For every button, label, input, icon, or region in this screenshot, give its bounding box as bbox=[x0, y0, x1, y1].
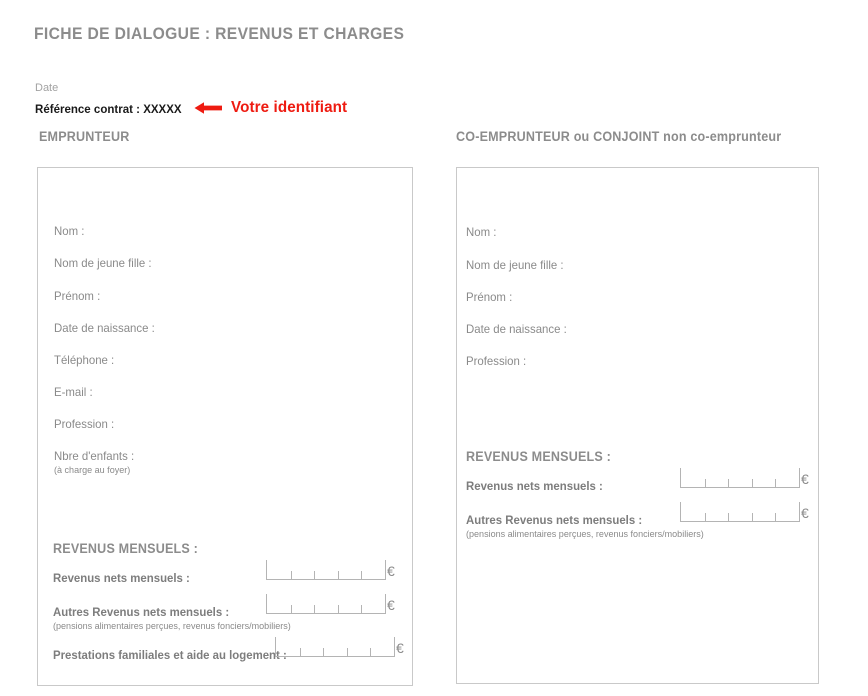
comb-cell[interactable] bbox=[705, 468, 729, 487]
co-field-label-nom-jeune-fille: Nom de jeune fille : bbox=[466, 258, 564, 272]
coborrower-panel bbox=[456, 167, 819, 684]
column-heading-coborrower: CO-EMPRUNTEUR ou CONJOINT non co-emprunteur bbox=[456, 129, 782, 144]
comb-cell[interactable] bbox=[300, 637, 324, 656]
income-label-prestations-familiales: Prestations familiales et aide au logement : bbox=[53, 648, 287, 662]
co-income-field-autres-revenus[interactable] bbox=[680, 502, 809, 522]
income-field-revenus-nets[interactable] bbox=[266, 560, 395, 580]
euro-icon: € bbox=[387, 563, 395, 579]
euro-icon: € bbox=[387, 597, 395, 613]
comb-cell[interactable] bbox=[370, 637, 394, 656]
comb-cell[interactable] bbox=[361, 594, 385, 613]
euro-icon: € bbox=[396, 640, 404, 656]
comb-cell[interactable] bbox=[681, 502, 705, 521]
co-income-label-autres-revenus: Autres Revenus nets mensuels : bbox=[466, 513, 643, 527]
field-label-profession: Profession : bbox=[54, 417, 115, 431]
field-label-nom: Nom : bbox=[54, 224, 85, 238]
arrow-left-icon bbox=[193, 100, 223, 116]
co-field-label-nom: Nom : bbox=[466, 225, 497, 239]
income-field-autres-revenus[interactable] bbox=[266, 594, 395, 614]
comb-cell[interactable] bbox=[314, 594, 338, 613]
comb-cell[interactable] bbox=[728, 468, 752, 487]
field-label-telephone: Téléphone : bbox=[54, 353, 115, 367]
page-title: FICHE DE DIALOGUE : REVENUS ET CHARGES bbox=[34, 24, 405, 43]
co-field-label-prenom: Prénom : bbox=[466, 290, 513, 304]
euro-icon: € bbox=[801, 505, 809, 521]
comb-cell[interactable] bbox=[681, 468, 705, 487]
euro-icon: € bbox=[801, 471, 809, 487]
co-income-field-revenus-nets[interactable] bbox=[680, 468, 809, 488]
co-income-label-revenus-nets: Revenus nets mensuels : bbox=[466, 479, 603, 493]
comb-cell[interactable] bbox=[752, 502, 776, 521]
comb-cell[interactable] bbox=[361, 560, 385, 579]
comb-cell[interactable] bbox=[291, 560, 315, 579]
co-field-label-profession: Profession : bbox=[466, 354, 527, 368]
comb-cell[interactable] bbox=[267, 560, 291, 579]
income-note-autres-revenus: (pensions alimentaires perçues, revenus fonciers/mobiliers) bbox=[53, 621, 291, 632]
comb-cell[interactable] bbox=[728, 502, 752, 521]
comb-cell[interactable] bbox=[347, 637, 371, 656]
field-label-email: E-mail : bbox=[54, 385, 93, 399]
field-sub-nbre-enfants: (à charge au foyer) bbox=[54, 465, 131, 476]
comb-cell[interactable] bbox=[276, 637, 300, 656]
comb-cell[interactable] bbox=[267, 594, 291, 613]
comb-cell[interactable] bbox=[775, 468, 799, 487]
comb-cell[interactable] bbox=[291, 594, 315, 613]
borrower-panel bbox=[37, 167, 413, 686]
contract-reference: Référence contrat : XXXXX bbox=[35, 102, 182, 116]
field-label-nbre-enfants: Nbre d'enfants : bbox=[54, 449, 135, 463]
income-field-prestations-familiales[interactable] bbox=[275, 637, 404, 657]
column-heading-borrower: EMPRUNTEUR bbox=[39, 129, 130, 144]
comb-cell[interactable] bbox=[775, 502, 799, 521]
date-label: Date bbox=[35, 82, 59, 94]
comb-cell[interactable] bbox=[705, 502, 729, 521]
comb-cell[interactable] bbox=[338, 594, 362, 613]
section-heading-revenus-coborrower: REVENUS MENSUELS : bbox=[466, 449, 611, 464]
income-label-autres-revenus: Autres Revenus nets mensuels : bbox=[53, 605, 230, 619]
comb-cell[interactable] bbox=[314, 560, 338, 579]
field-label-prenom: Prénom : bbox=[54, 289, 101, 303]
annotation-callout bbox=[193, 99, 353, 117]
comb-cell[interactable] bbox=[338, 560, 362, 579]
field-label-nom-jeune-fille: Nom de jeune fille : bbox=[54, 256, 152, 270]
co-income-note-autres-revenus: (pensions alimentaires perçues, revenus fonciers/mobiliers) bbox=[466, 529, 704, 540]
co-field-label-date-naissance: Date de naissance : bbox=[466, 322, 567, 336]
income-label-revenus-nets: Revenus nets mensuels : bbox=[53, 571, 190, 585]
comb-cell[interactable] bbox=[752, 468, 776, 487]
annotation-text: Votre identifiant bbox=[231, 99, 348, 116]
comb-cell[interactable] bbox=[323, 637, 347, 656]
section-heading-revenus-borrower: REVENUS MENSUELS : bbox=[53, 541, 198, 556]
field-label-date-naissance: Date de naissance : bbox=[54, 321, 155, 335]
